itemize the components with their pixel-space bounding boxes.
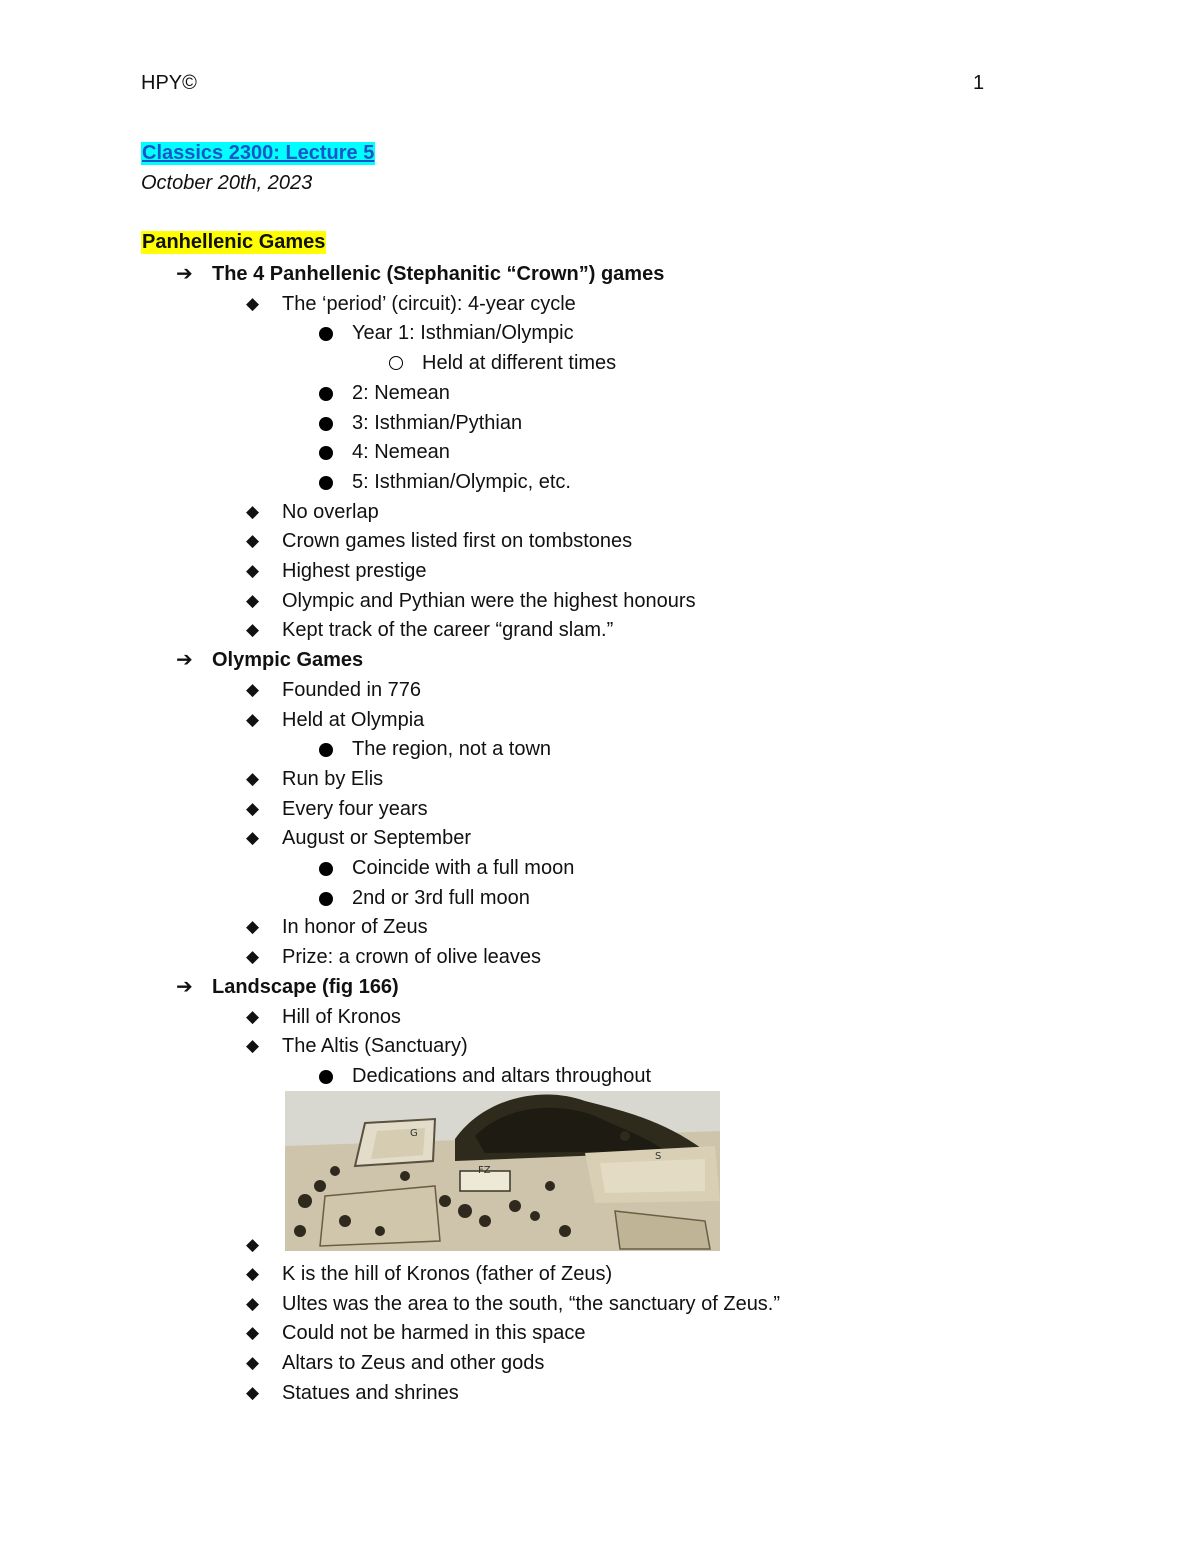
outline-item [352, 1061, 651, 1091]
outline-item-text: Olympic Games [212, 649, 364, 672]
diamond-bullet-icon: ◆ [246, 1264, 260, 1283]
outline-item-text: August or September [282, 827, 471, 850]
hollow-circle-bullet-icon [389, 356, 403, 370]
outline-item [246, 1378, 459, 1408]
outline-item [246, 705, 425, 735]
outline-item-text: Every four years [282, 797, 428, 820]
diamond-bullet-icon: ◆ [246, 1235, 260, 1254]
page-header: HPY© [141, 72, 197, 94]
diamond-bullet-icon: ◆ [246, 1006, 260, 1026]
outline-item [246, 1348, 545, 1378]
outline-item-text: Altars to Zeus and other gods [282, 1352, 545, 1375]
outline-item [352, 467, 571, 497]
outline-item [246, 912, 428, 942]
outline-item-text: 5: Isthmian/Olympic, etc. [352, 470, 571, 493]
outline-item [246, 1031, 468, 1061]
diamond-bullet-icon: ◆ [246, 531, 260, 551]
outline-item [246, 1259, 613, 1289]
filled-circle-bullet-icon [319, 387, 333, 401]
document-title: Classics 2300: Lecture 5 [142, 142, 375, 164]
outline-item-text: Dedications and altars throughout [352, 1064, 652, 1087]
outline-item-text: The ‘period’ (circuit): 4-year cycle [282, 292, 576, 315]
diamond-bullet-icon: ◆ [246, 1036, 260, 1056]
outline-item [176, 972, 399, 1002]
diamond-bullet-icon: ◆ [246, 620, 260, 640]
outline-item [246, 942, 542, 972]
diamond-bullet-icon: ◆ [246, 501, 260, 521]
filled-circle-bullet-icon [319, 327, 333, 341]
photo-label-fz: FZ [478, 1165, 491, 1176]
photo-label-g: G [410, 1128, 418, 1139]
outline-item-text: Held at different times [422, 352, 617, 375]
outline-item-text: Landscape (fig 166) [212, 975, 399, 998]
outline-item [246, 526, 633, 556]
outline-item [246, 1002, 401, 1032]
outline-item [352, 734, 551, 764]
outline-item-text: Could not be harmed in this space [282, 1322, 586, 1345]
outline-item [176, 645, 364, 675]
filled-circle-bullet-icon [319, 476, 333, 490]
diamond-bullet-icon: ◆ [246, 798, 260, 818]
outline-item [352, 378, 450, 408]
diamond-bullet-icon: ◆ [246, 828, 260, 848]
document-date: October 20th, 2023 [141, 172, 313, 194]
outline-item-text: Statues and shrines [282, 1381, 459, 1404]
outline-item [246, 823, 471, 853]
outline-item [352, 318, 574, 348]
outline-item-text: Hill of Kronos [282, 1005, 401, 1028]
filled-circle-bullet-icon [319, 743, 333, 757]
outline-item-text: Year 1: Isthmian/Olympic [352, 322, 574, 345]
outline-item-text: K is the hill of Kronos (father of Zeus) [282, 1263, 613, 1285]
diamond-bullet-icon: ◆ [246, 768, 260, 788]
outline-item-text: The Altis (Sanctuary) [282, 1035, 468, 1058]
outline-item [352, 883, 530, 913]
outline-item-text: 4: Nemean [352, 441, 450, 464]
outline-item [246, 1318, 586, 1348]
outline-item [352, 408, 522, 438]
outline-item-text: Prize: a crown of olive leaves [282, 946, 542, 969]
outline-item [246, 556, 427, 586]
arrow-bullet-icon: ➔ [176, 649, 193, 672]
diamond-bullet-icon: ◆ [246, 679, 260, 699]
diamond-bullet-icon: ◆ [246, 709, 260, 729]
diamond-bullet-icon: ◆ [246, 293, 260, 313]
outline-item-text: The 4 Panhellenic (Stephanitic “Crown”) games [212, 263, 665, 285]
outline-item-text: In honor of Zeus [282, 916, 428, 939]
outline-item [352, 437, 450, 467]
outline-item [246, 586, 696, 616]
outline-item-text: Kept track of the career “grand slam.” [282, 619, 614, 642]
outline-item-text: The region, not a town [352, 738, 552, 761]
outline-item [422, 348, 616, 378]
outline-item-text: Olympic and Pythian were the highest honours [282, 589, 696, 612]
filled-circle-bullet-icon [319, 417, 333, 431]
outline-item-text: No overlap [282, 500, 379, 523]
filled-circle-bullet-icon [319, 862, 333, 876]
outline-item-text: Coincide with a full moon [352, 857, 575, 879]
outline-item-text: Crown games listed first on tombstones [282, 530, 633, 553]
outline-item [246, 794, 428, 824]
olympia-model-photo [285, 1091, 720, 1251]
outline-item-text: Run by Elis [282, 767, 384, 790]
arrow-bullet-icon: ➔ [176, 975, 193, 998]
page-number: 1 [973, 72, 985, 94]
photo-label-s: S [655, 1151, 662, 1162]
outline-item-text: Founded in 776 [282, 678, 422, 701]
section-heading: Panhellenic Games [142, 231, 326, 253]
outline-item-text: Highest prestige [282, 560, 427, 582]
diamond-bullet-icon: ◆ [246, 590, 260, 610]
outline-item [246, 764, 384, 794]
outline-item-text: Ultes was the area to the south, “the sanctuary of Zeus.” [282, 1292, 781, 1315]
outline-item-text: 2: Nemean [352, 381, 450, 404]
arrow-bullet-icon: ➔ [176, 263, 193, 285]
olympia-model-illustration [285, 1091, 720, 1251]
diamond-bullet-icon: ◆ [246, 1353, 260, 1373]
outline-item [176, 259, 665, 289]
outline-item-text: 2nd or 3rd full moon [352, 886, 530, 909]
diamond-bullet-icon: ◆ [246, 947, 260, 967]
diamond-bullet-icon: ◆ [246, 1293, 260, 1313]
outline-item [352, 853, 574, 883]
diamond-bullet-icon: ◆ [246, 561, 260, 580]
outline-item-text: Held at Olympia [282, 708, 425, 731]
filled-circle-bullet-icon [319, 892, 333, 906]
outline-item [246, 615, 614, 645]
filled-circle-bullet-icon [319, 446, 333, 460]
outline-item [246, 497, 379, 527]
diamond-bullet-icon: ◆ [246, 1323, 260, 1343]
outline-item [246, 675, 422, 705]
filled-circle-bullet-icon [319, 1070, 333, 1084]
diamond-bullet-icon: ◆ [246, 917, 260, 937]
diamond-bullet-icon: ◆ [246, 1382, 260, 1402]
outline-item-text: 3: Isthmian/Pythian [352, 411, 523, 434]
outline-item [246, 1289, 781, 1319]
outline-item [246, 289, 576, 319]
